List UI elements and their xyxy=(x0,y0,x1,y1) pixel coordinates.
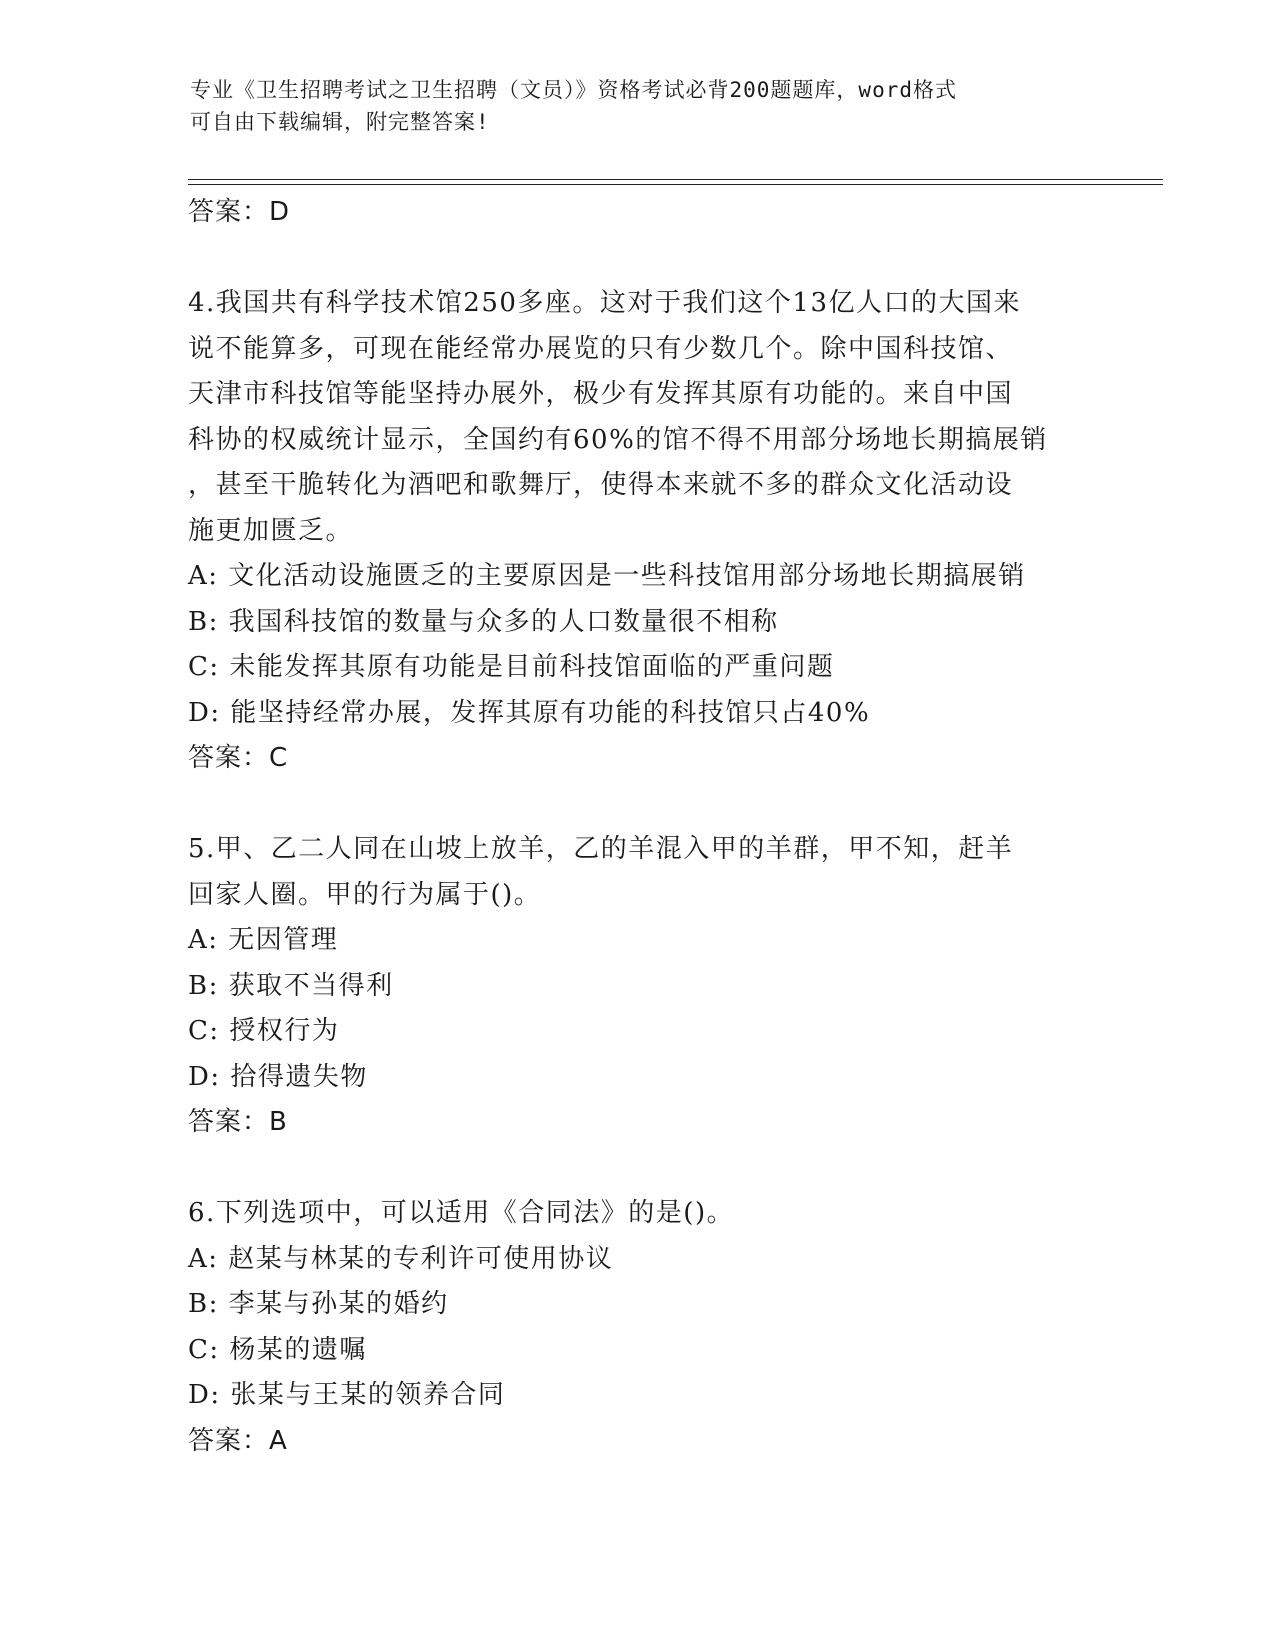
option-c: C: 未能发挥其原有功能是目前科技馆面临的严重问题 xyxy=(188,652,835,682)
document-body xyxy=(188,190,1088,1464)
question-stem-line: 施更加匮乏。 xyxy=(188,515,354,546)
option-a: A: 文化活动设施匮乏的主要原因是一些科技馆用部分场地长期搞展销 xyxy=(188,561,1026,591)
question-stem-line: 5.甲、乙二人同在山坡上放羊，乙的羊混入甲的羊群，甲不知，赶羊 xyxy=(188,834,1014,864)
previous-answer: 答案：D xyxy=(188,197,291,227)
option-d: D: 张某与王某的领养合同 xyxy=(188,1380,506,1410)
spacer xyxy=(188,236,1088,282)
question-5 xyxy=(188,827,1088,1146)
answer: 答案：B xyxy=(188,1107,288,1137)
question-4 xyxy=(188,281,1088,782)
option-d: D: 拾得遗失物 xyxy=(188,1061,368,1092)
question-stem-line: 回家人圈。甲的行为属于()。 xyxy=(188,879,542,910)
answer: 答案：A xyxy=(188,1425,288,1456)
question-stem-line: ，甚至干脆转化为酒吧和歌舞厅，使得本来就不多的群众文化活动设 xyxy=(188,470,1014,500)
spacer xyxy=(188,782,1088,828)
option-b: B: 我国科技馆的数量与众多的人口数量很不相称 xyxy=(188,606,779,637)
question-stem-line: 科协的权威统计显示，全国约有60%的馆不得不用部分场地长期搞展销 xyxy=(188,424,1048,455)
header-line: 专业《卫生招聘考试之卫生招聘（文员）》资格考试必背200题题库，word格式 xyxy=(190,78,957,102)
header-divider xyxy=(188,179,1163,185)
question-stem-line: 6.下列选项中，可以适用《合同法》的是()。 xyxy=(188,1198,735,1228)
question-stem-line: 天津市科技馆等能坚持办展外，极少有发挥其原有功能的。来自中国 xyxy=(188,379,1014,409)
option-c: C: 授权行为 xyxy=(188,1016,340,1046)
page-header xyxy=(190,74,1090,138)
header-line: 可自由下载编辑，附完整答案! xyxy=(190,110,490,134)
option-d: D: 能坚持经常办展，发挥其原有功能的科技馆只占40% xyxy=(188,697,871,728)
question-stem-line: 4.我国共有科学技术馆250多座。这对于我们这个13亿人口的大国来 xyxy=(188,288,1022,318)
option-a: A: 赵某与林某的专利许可使用协议 xyxy=(188,1243,614,1274)
option-a: A: 无因管理 xyxy=(188,925,339,955)
option-b: B: 李某与孙某的婚约 xyxy=(188,1289,449,1319)
question-stem-line: 说不能算多，可现在能经常办展览的只有少数几个。除中国科技馆、 xyxy=(188,333,1014,364)
option-b: B: 获取不当得利 xyxy=(188,970,394,1001)
answer: 答案：C xyxy=(188,743,289,773)
question-6 xyxy=(188,1191,1088,1464)
option-c: C: 杨某的遗嘱 xyxy=(188,1334,367,1365)
spacer xyxy=(188,1146,1088,1192)
